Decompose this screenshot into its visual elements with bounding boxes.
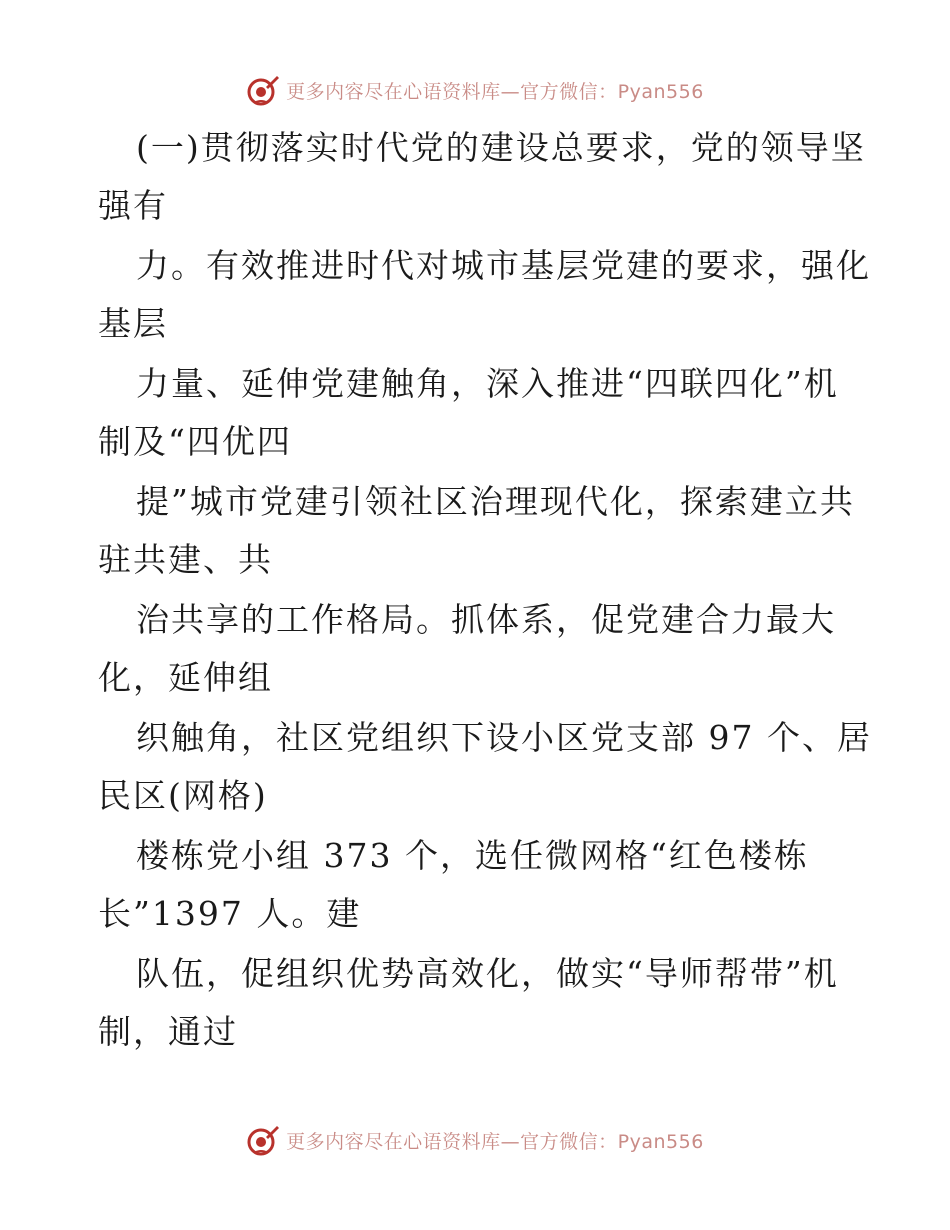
body-line: 制，通过 bbox=[98, 1012, 238, 1051]
body-line: 提”城市党建引领社区治理现代化，探索建立共 bbox=[136, 482, 855, 521]
body-line: 民区(网格) bbox=[98, 776, 268, 815]
pen-circle-logo-icon bbox=[246, 73, 280, 107]
footer-banner bbox=[0, 1120, 950, 1160]
header-banner-text: 更多内容尽在心语资料库—官方微信：Pyan556 bbox=[286, 80, 704, 103]
pen-circle-logo-icon bbox=[246, 1123, 280, 1157]
body-line: (一)贯彻落实时代党的建设总要求，党的领导坚 bbox=[136, 128, 866, 167]
body-line: 强有 bbox=[98, 186, 168, 225]
footer-banner-text: 更多内容尽在心语资料库—官方微信：Pyan556 bbox=[286, 1130, 704, 1153]
body-line: 基层 bbox=[98, 304, 168, 343]
body-line: 队伍，促组织优势高效化，做实“导师帮带”机 bbox=[136, 954, 839, 993]
body-line: 力。有效推进时代对城市基层党建的要求，强化 bbox=[136, 246, 871, 285]
body-line: 力量、延伸党建触角，深入推进“四联四化”机 bbox=[136, 364, 839, 403]
body-line: 楼栋党小组 373 个，选任微网格“红色楼栋 bbox=[136, 836, 809, 875]
header-banner bbox=[0, 70, 950, 110]
body-line: 制及“四优四 bbox=[98, 422, 292, 461]
body-line: 治共享的工作格局。抓体系，促党建合力最大 bbox=[136, 600, 836, 639]
body-line: 驻共建、共 bbox=[98, 540, 273, 579]
body-line: 织触角，社区党组织下设小区党支部 97 个、居 bbox=[136, 718, 872, 757]
body-line: 长”1397 人。建 bbox=[98, 894, 362, 933]
body-line: 化，延伸组 bbox=[98, 658, 273, 697]
